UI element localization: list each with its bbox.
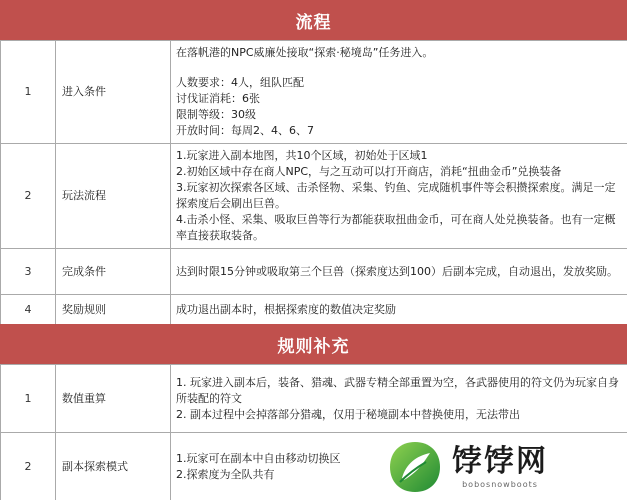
leaf-logo-icon bbox=[386, 438, 444, 496]
table-row bbox=[1, 365, 627, 433]
desc-line: 达到时限15分钟或吸取第三个巨兽（探索度达到100）后副本完成，自动退出，发放奖励。 bbox=[176, 264, 618, 278]
desc-gap bbox=[176, 61, 622, 75]
row-name: 进入条件 bbox=[56, 41, 171, 144]
desc-line: 1.玩家可在副本中自由移动切换区 bbox=[176, 451, 341, 465]
row-name: 奖励规则 bbox=[56, 295, 171, 325]
logo-domain: bobosnowboots bbox=[462, 480, 538, 489]
table-row bbox=[1, 41, 627, 144]
row-description bbox=[171, 144, 627, 249]
logo-name: 饽饽网 bbox=[452, 444, 548, 479]
row-number: 3 bbox=[1, 249, 56, 295]
desc-line: 开放时间：每周2、4、6、7 bbox=[176, 124, 314, 137]
section-title-rules bbox=[0, 324, 627, 364]
desc-line: 2.探索度为全队共有 bbox=[176, 467, 275, 481]
desc-line: 4.击杀小怪、采集、吸取巨兽等行为都能获取扭曲金币，可在商人处兑换装备。也有一定概率直接获取装备。 bbox=[176, 213, 616, 242]
desc-line: 人数要求：4人，组队匹配 bbox=[176, 76, 304, 89]
desc-line: 1. 玩家进入副本后，装备、猎魂、武器专精全部重置为空，各武器使用的符文仍为玩家自身所装配的符文 bbox=[176, 375, 619, 405]
desc-line: 讨伐证消耗：6张 bbox=[176, 92, 260, 105]
section-title-text: 流程 bbox=[295, 12, 332, 33]
desc-line: 在落帆港的NPC威廉处接取“探索·秘境岛”任务进入。 bbox=[176, 46, 434, 59]
table-row bbox=[1, 144, 627, 249]
row-number: 1 bbox=[1, 41, 56, 144]
table-row bbox=[1, 295, 627, 325]
site-logo bbox=[364, 434, 627, 500]
row-name: 数值重算 bbox=[56, 365, 171, 433]
row-description bbox=[171, 295, 627, 325]
desc-line: 限制等级：30级 bbox=[176, 108, 256, 121]
desc-line: 2. 副本过程中会掉落部分猎魂，仅用于秘境副本中替换使用，无法带出 bbox=[176, 407, 520, 421]
process-table bbox=[0, 40, 627, 325]
table-row bbox=[1, 249, 627, 295]
desc-line: 2.初始区域中存在商人NPC，与之互动可以打开商店，消耗“扭曲金币”兑换装备 bbox=[176, 165, 562, 178]
row-number: 4 bbox=[1, 295, 56, 325]
row-number: 2 bbox=[1, 144, 56, 249]
logo-text bbox=[452, 444, 548, 490]
row-description bbox=[171, 41, 627, 144]
desc-line: 3.玩家初次探索各区域、击杀怪物、采集、钓鱼、完成随机事件等会积攒探索度。满足一定探索度后会刷出巨兽。 bbox=[176, 181, 616, 210]
row-description bbox=[171, 365, 627, 433]
row-name: 玩法流程 bbox=[56, 144, 171, 249]
row-name: 完成条件 bbox=[56, 249, 171, 295]
section-title-text: 规则补充 bbox=[277, 336, 350, 357]
desc-line: 成功退出副本时，根据探索度的数值决定奖励 bbox=[176, 302, 396, 316]
row-description bbox=[171, 249, 627, 295]
row-name: 副本探索模式 bbox=[56, 433, 171, 500]
row-number: 2 bbox=[1, 433, 56, 500]
section-title-process bbox=[0, 0, 627, 40]
desc-line: 1.玩家进入副本地图，共10个区域，初始处于区域1 bbox=[176, 149, 428, 162]
row-number: 1 bbox=[1, 365, 56, 433]
